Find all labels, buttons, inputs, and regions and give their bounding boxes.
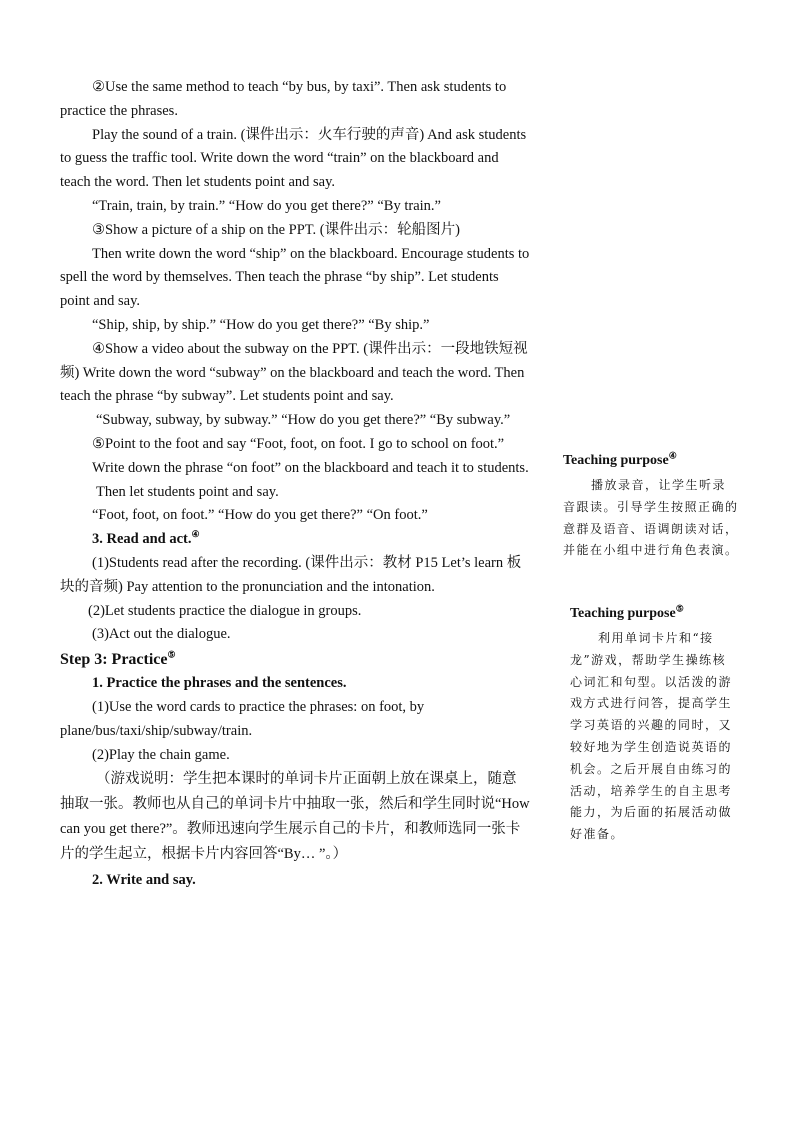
paragraph: “Subway, subway, by subway.” “How do you get there?” “By subway.”: [96, 412, 511, 429]
practice-heading: 1. Practice the phrases and the sentences.: [92, 675, 347, 692]
teaching-purpose-title: Teaching purpose⑤: [570, 603, 684, 621]
footnote-mark: ④: [191, 529, 200, 540]
footnote-mark: ⑤: [167, 649, 176, 660]
paragraph: “Foot, foot, on foot.” “How do you get there?” “On foot.”: [92, 507, 428, 524]
teaching-purpose-title: Teaching purpose④: [563, 450, 677, 468]
paragraph: (1)Students read after the recording. (课件出示：教材 P15 Let’s learn 板块的音频) Pay attention to the pronunciation and the intonation.: [60, 554, 522, 595]
teaching-purpose-note-5: [570, 604, 738, 846]
paragraph: (2)Let students practice the dialogue in groups.: [88, 602, 362, 619]
paragraph: “Train, train, by train.” “How do you get there?” “By train.”: [92, 197, 441, 214]
paragraph: ④Show a video about the subway on the PPT. (课件出示：一段地铁短视频) Write down the word “subway” on the blackboard and teach the word. Then teach the phrase “by subway”. Let students point and say.: [60, 340, 528, 405]
teaching-steps-text: [60, 76, 530, 528]
read-and-act-heading: 3. Read and act.④: [92, 529, 200, 548]
paragraph: (1)Use the word cards to practice the phrases: on foot, by plane/bus/taxi/ship/subway/train.: [60, 698, 425, 739]
teaching-purpose-body: 利用单词卡片和“接龙”游戏，帮助学生操练核心词汇和句型。以活泼的游戏方式进行问答，提高学生学习英语的兴趣的同时，又较好地为学生创造说英语的机会。之后开展自由练习的活动，培养学生的自主思考能力，为后面的拓展活动做好准备。: [570, 631, 733, 842]
paragraph: Then write down the word “ship” on the blackboard. Encourage students to spell the word by themselves. Then teach the phrase “by ship”. Let students point and say.: [60, 245, 530, 310]
paragraph: Play the sound of a train. (课件出示：火车行驶的声音) And ask students to guess the traffic tool. Write down the word “train” on the blackboard and teach the word. Then let students point and say.: [60, 126, 527, 191]
paragraph: ⑤Point to the foot and say “Foot, foot, on foot. I go to school on foot.”: [92, 435, 505, 452]
paragraph: Write down the phrase “on foot” on the blackboard and teach it to students.: [92, 459, 529, 476]
chain-game-note: （游戏说明：学生把本课时的单词卡片正面朝上放在课桌上，随意抽取一张。教师也从自己的单词卡片中抽取一张，然后和学生同时说“How can you get there?”。教师迅速向学生展示自己的卡片，和教师选同一张卡片的学生起立，根据卡片内容回答“By… ”。）: [60, 771, 530, 863]
paragraph: Then let students point and say.: [96, 483, 279, 500]
paragraph: “Ship, ship, by ship.” “How do you get there?” “By ship.”: [92, 316, 430, 333]
paragraph: (3)Act out the dialogue.: [92, 626, 231, 643]
teaching-purpose-body: 播放录音，让学生听录音跟读。引导学生按照正确的意群及语音、语调朗读对话，并能在小组中进行角色表演。: [563, 478, 739, 558]
read-and-act-steps: [60, 552, 530, 647]
paragraph: (2)Play the chain game.: [92, 746, 230, 763]
paragraph: ③Show a picture of a ship on the PPT. (课件出示：轮船图片): [92, 221, 460, 238]
paragraph: ②Use the same method to teach “by bus, by taxi”. Then ask students to practice the phrases.: [60, 79, 507, 119]
lesson-plan-main-column: [60, 76, 530, 893]
practice-steps: [60, 696, 530, 767]
teaching-purpose-note-4: [563, 451, 739, 562]
step3-heading: Step 3: Practice⑤: [60, 649, 176, 669]
write-and-say-heading: 2. Write and say.: [92, 872, 196, 889]
